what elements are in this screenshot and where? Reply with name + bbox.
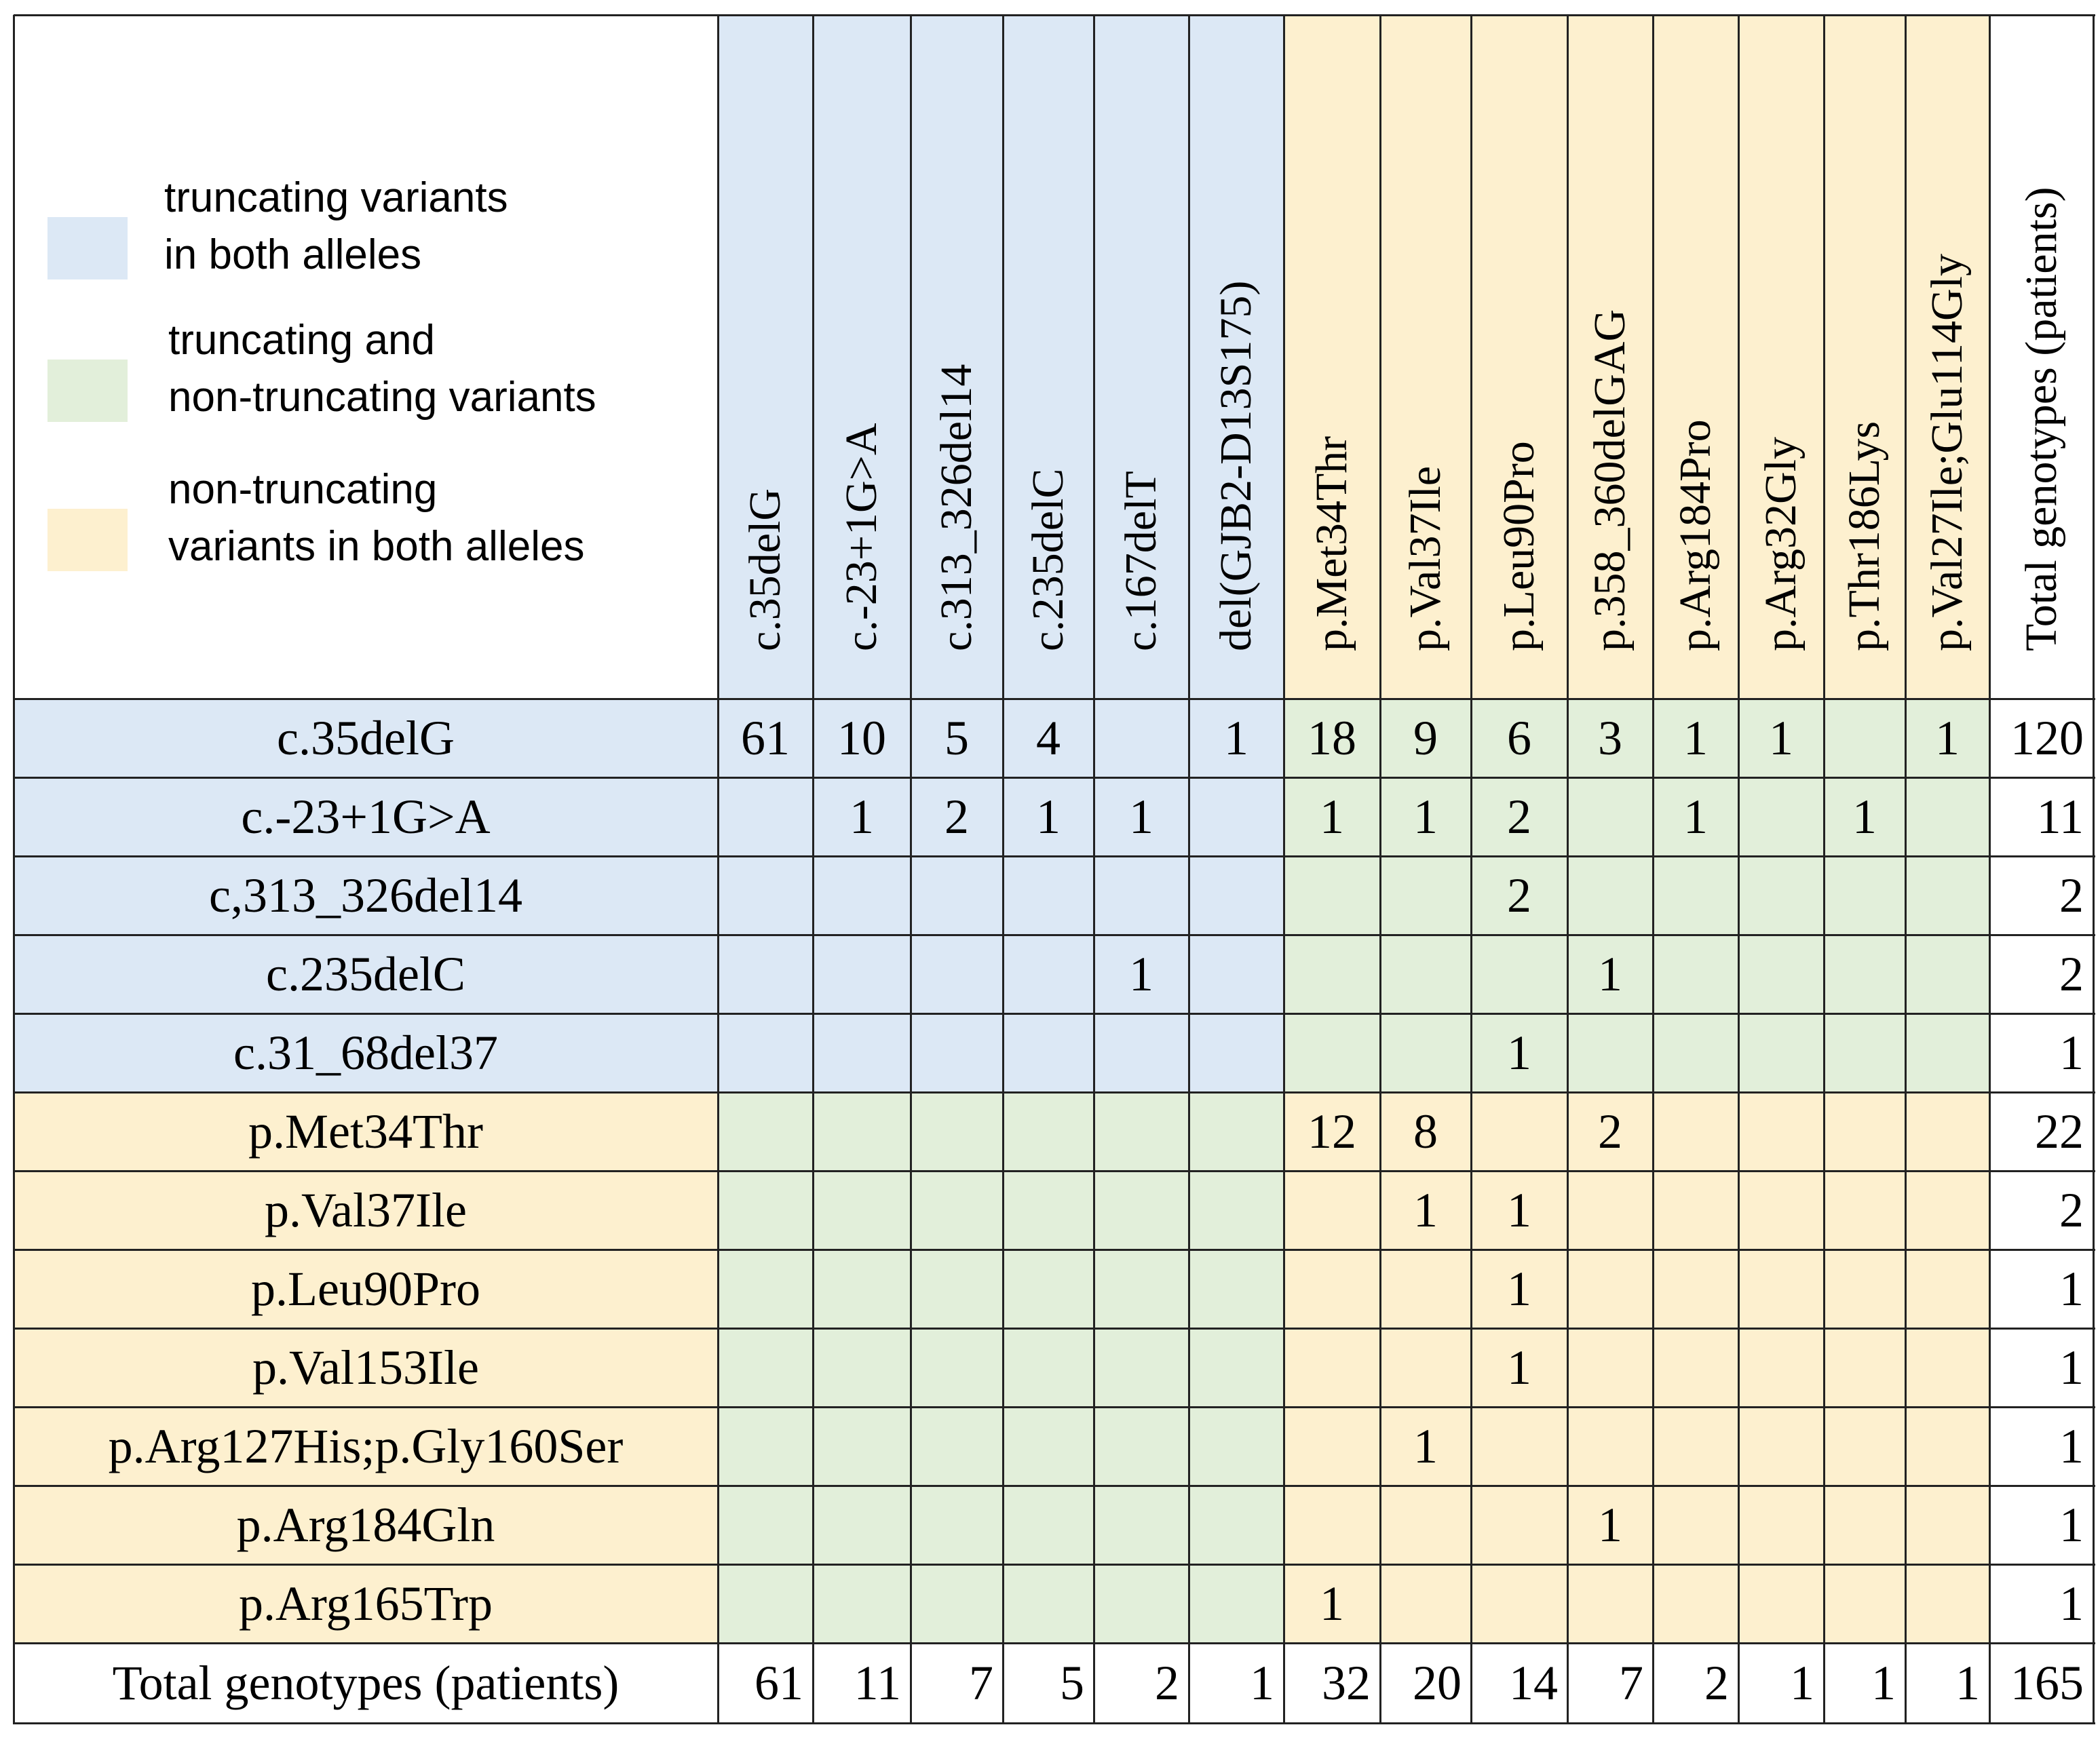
matrix-cell-bg xyxy=(1905,856,1989,935)
matrix-value: 6 xyxy=(1507,711,1531,765)
matrix-cell-bg xyxy=(718,1171,813,1250)
matrix-cell-bg xyxy=(1738,1486,1824,1564)
matrix-value: 1 xyxy=(1935,711,1960,765)
matrix-value: 2 xyxy=(1507,868,1531,923)
matrix-cell-bg xyxy=(1567,1013,1653,1092)
legend-label-line1: non-truncating xyxy=(168,466,438,513)
row-label: p.Val37Ile xyxy=(265,1183,467,1237)
matrix-cell-bg xyxy=(1189,1328,1284,1407)
column-header-text: p.Met34Thr xyxy=(1307,436,1356,651)
matrix-cell-bg xyxy=(1471,1486,1567,1564)
matrix-cell-bg xyxy=(1738,1564,1824,1643)
total-column-header-text: Total genotypes (patients) xyxy=(2016,187,2066,651)
matrix-cell-bg xyxy=(1471,1407,1567,1486)
matrix-cell-bg xyxy=(1284,1171,1380,1250)
column-header-text: p.Leu90Pro xyxy=(1494,441,1544,651)
matrix-cell-bg xyxy=(718,1564,813,1643)
column-header xyxy=(1003,15,1094,699)
matrix-value: 1 xyxy=(1683,790,1708,844)
matrix-cell-bg xyxy=(1471,935,1567,1013)
row-total-value: 1 xyxy=(2059,1026,2084,1080)
row-total-value: 1 xyxy=(2059,1262,2084,1316)
matrix-cell-bg xyxy=(813,1564,911,1643)
column-total-value: 2 xyxy=(1704,1656,1729,1710)
legend-label xyxy=(168,312,596,425)
matrix-cell-bg xyxy=(1284,856,1380,935)
matrix-cell-bg xyxy=(1094,1486,1189,1564)
grand-total-value: 165 xyxy=(2010,1656,2084,1710)
matrix-cell-bg xyxy=(1905,1407,1989,1486)
matrix-cell-bg xyxy=(1905,1564,1989,1643)
row-label: p.Val153Ile xyxy=(252,1340,479,1395)
matrix-cell-bg xyxy=(1653,1171,1738,1250)
matrix-cell-bg xyxy=(1189,1486,1284,1564)
row-label: p.Arg165Trp xyxy=(238,1576,493,1631)
matrix-value: 1 xyxy=(1507,1183,1531,1237)
legend-label-line1: truncating and xyxy=(168,317,435,364)
matrix-cell-bg xyxy=(1738,856,1824,935)
matrix-cell-bg xyxy=(1567,1328,1653,1407)
matrix-cell-bg xyxy=(1824,1564,1905,1643)
column-total-value: 7 xyxy=(969,1656,993,1710)
row-total-value: 2 xyxy=(2059,868,2084,923)
matrix-cell-bg xyxy=(911,1171,1003,1250)
totals-row-label: Total genotypes (patients) xyxy=(112,1656,619,1710)
matrix-value: 1 xyxy=(1598,1498,1622,1552)
matrix-cell-bg xyxy=(1824,1486,1905,1564)
matrix-cell-bg xyxy=(1824,1407,1905,1486)
matrix-cell-bg xyxy=(1824,856,1905,935)
matrix-cell-bg xyxy=(1380,1486,1471,1564)
matrix-cell-bg xyxy=(1284,1013,1380,1092)
matrix-cell-bg xyxy=(1003,935,1094,1013)
matrix-value: 1 xyxy=(1036,790,1061,844)
matrix-cell-bg xyxy=(1905,935,1989,1013)
column-header-text: c.35delG xyxy=(740,488,790,651)
matrix-value: 1 xyxy=(849,790,874,844)
column-total-value: 32 xyxy=(1322,1656,1371,1710)
matrix-cell-bg xyxy=(1824,1013,1905,1092)
matrix-cell-bg xyxy=(1653,1407,1738,1486)
matrix-cell-bg xyxy=(1824,1250,1905,1328)
matrix-value: 1 xyxy=(1413,1183,1438,1237)
column-header xyxy=(1824,15,1905,699)
matrix-cell-bg xyxy=(813,1486,911,1564)
matrix-cell-bg xyxy=(911,1250,1003,1328)
matrix-cell-bg xyxy=(1189,856,1284,935)
matrix-cell-bg xyxy=(1003,1171,1094,1250)
matrix-value: 1 xyxy=(1598,947,1622,1001)
column-total-value: 5 xyxy=(1060,1656,1084,1710)
matrix-value: 2 xyxy=(1598,1104,1622,1159)
matrix-cell-bg xyxy=(1380,935,1471,1013)
column-total-value: 11 xyxy=(854,1656,901,1710)
matrix-cell-bg xyxy=(1094,1171,1189,1250)
matrix-cell-bg xyxy=(1905,1092,1989,1171)
matrix-cell-bg xyxy=(1003,1407,1094,1486)
column-header xyxy=(911,15,1003,699)
matrix-cell-bg xyxy=(1189,1564,1284,1643)
matrix-cell-bg xyxy=(1003,1564,1094,1643)
matrix-value: 1 xyxy=(1507,1262,1531,1316)
matrix-cell-bg xyxy=(1738,935,1824,1013)
matrix-cell-bg xyxy=(911,1013,1003,1092)
row-total-value: 1 xyxy=(2059,1419,2084,1473)
matrix-cell-bg xyxy=(1567,1250,1653,1328)
row-label: p.Arg184Gln xyxy=(236,1498,495,1552)
row-label: c.31_68del37 xyxy=(233,1026,498,1080)
column-header-text: c.235delC xyxy=(1023,468,1073,651)
column-header xyxy=(1189,15,1284,699)
column-total-value: 1 xyxy=(1790,1656,1814,1710)
column-header xyxy=(1380,15,1471,699)
matrix-cell-bg xyxy=(1284,1250,1380,1328)
matrix-cell-bg xyxy=(1905,1250,1989,1328)
matrix-cell-bg xyxy=(813,935,911,1013)
matrix-cell-bg xyxy=(1653,856,1738,935)
matrix-cell-bg xyxy=(813,1092,911,1171)
row-label: p.Leu90Pro xyxy=(251,1262,480,1316)
column-header-text: del(GJB2-D13S175) xyxy=(1211,280,1261,651)
matrix-cell-bg xyxy=(1094,1328,1189,1407)
matrix-cell-bg xyxy=(911,856,1003,935)
matrix-cell-bg xyxy=(1094,1250,1189,1328)
column-total-value: 14 xyxy=(1509,1656,1558,1710)
matrix-cell-bg xyxy=(1905,1013,1989,1092)
matrix-cell-bg xyxy=(1471,1092,1567,1171)
matrix-cell-bg xyxy=(1824,1328,1905,1407)
matrix-cell-bg xyxy=(1824,1092,1905,1171)
matrix-cell-bg xyxy=(1905,777,1989,856)
matrix-cell-bg xyxy=(718,1092,813,1171)
column-total-value: 61 xyxy=(755,1656,803,1710)
matrix-value: 10 xyxy=(837,711,886,765)
matrix-value: 1 xyxy=(1129,947,1153,1001)
column-header-text: p.Arg32Gly xyxy=(1756,437,1806,651)
matrix-cell-bg xyxy=(1003,1486,1094,1564)
matrix-cell-bg xyxy=(813,1328,911,1407)
row-total-value: 1 xyxy=(2059,1576,2084,1631)
matrix-cell-bg xyxy=(1189,1171,1284,1250)
column-header xyxy=(1094,15,1189,699)
column-header-text: p.Thr186Lys xyxy=(1839,421,1889,651)
matrix-cell-bg xyxy=(1567,1564,1653,1643)
legend-swatch-green xyxy=(47,360,128,422)
matrix-cell-bg xyxy=(1905,1328,1989,1407)
matrix-cell-bg xyxy=(1003,1092,1094,1171)
matrix-value: 5 xyxy=(944,711,969,765)
matrix-cell-bg xyxy=(1189,777,1284,856)
column-header xyxy=(1738,15,1824,699)
matrix-cell-bg xyxy=(911,1092,1003,1171)
matrix-cell-bg xyxy=(1189,1407,1284,1486)
column-header-text: p.358_360delGAG xyxy=(1585,309,1635,651)
matrix-cell-bg xyxy=(1003,1013,1094,1092)
row-total-value: 1 xyxy=(2059,1340,2084,1395)
matrix-cell-bg xyxy=(1653,1486,1738,1564)
matrix-cell-bg xyxy=(813,856,911,935)
legend-label-line2: variants in both alleles xyxy=(168,522,585,570)
column-header-text: c.167delT xyxy=(1116,471,1166,651)
matrix-cell-bg xyxy=(1189,935,1284,1013)
matrix-value: 12 xyxy=(1307,1104,1356,1159)
column-header xyxy=(718,15,813,699)
matrix-cell-bg xyxy=(911,1407,1003,1486)
matrix-cell-bg xyxy=(813,1407,911,1486)
matrix-cell-bg xyxy=(1380,1013,1471,1092)
matrix-cell-bg xyxy=(718,1013,813,1092)
row-label: p.Arg127His;p.Gly160Ser xyxy=(108,1419,624,1473)
matrix-cell-bg xyxy=(1738,1092,1824,1171)
matrix-value: 1 xyxy=(1852,790,1877,844)
matrix-cell-bg xyxy=(1653,935,1738,1013)
legend-label xyxy=(164,170,508,283)
matrix-cell-bg xyxy=(1003,1250,1094,1328)
matrix-cell-bg xyxy=(1738,1250,1824,1328)
row-total-value: 2 xyxy=(2059,947,2084,1001)
matrix-cell-bg xyxy=(1653,1092,1738,1171)
legend-swatch-blue xyxy=(47,217,128,279)
matrix-cell-bg xyxy=(911,1486,1003,1564)
matrix-cell-bg xyxy=(718,1250,813,1328)
matrix-cell-bg xyxy=(1189,1250,1284,1328)
matrix-cell-bg xyxy=(1905,1486,1989,1564)
matrix-cell-bg xyxy=(718,1328,813,1407)
matrix-cell-bg xyxy=(1738,1171,1824,1250)
matrix-cell-bg xyxy=(1738,1013,1824,1092)
matrix-cell-bg xyxy=(1284,1407,1380,1486)
matrix-value: 1 xyxy=(1769,711,1793,765)
matrix-cell-bg xyxy=(718,1407,813,1486)
column-header xyxy=(1471,15,1567,699)
matrix-cell-bg xyxy=(1905,1171,1989,1250)
row-label: c.-23+1G>A xyxy=(241,790,491,844)
matrix-cell-bg xyxy=(1284,935,1380,1013)
matrix-cell-bg xyxy=(1567,856,1653,935)
total-column-header xyxy=(1989,15,2093,699)
column-header-text: p.Val37Ile xyxy=(1400,465,1450,651)
legend-label-line2: in both alleles xyxy=(164,231,422,278)
matrix-value: 1 xyxy=(1224,711,1248,765)
matrix-cell-bg xyxy=(1380,856,1471,935)
matrix-cell-bg xyxy=(1284,1486,1380,1564)
matrix-cell-bg xyxy=(718,935,813,1013)
column-total-value: 7 xyxy=(1619,1656,1643,1710)
matrix-value: 1 xyxy=(1507,1340,1531,1395)
matrix-cell-bg xyxy=(1738,1328,1824,1407)
matrix-cell-bg xyxy=(1189,1092,1284,1171)
matrix-value: 1 xyxy=(1320,790,1344,844)
matrix-cell-bg xyxy=(718,1486,813,1564)
row-total-value: 22 xyxy=(2035,1104,2084,1159)
matrix-cell-bg xyxy=(718,856,813,935)
matrix-cell-bg xyxy=(1567,777,1653,856)
row-label: p.Met34Thr xyxy=(248,1104,483,1159)
column-header xyxy=(1905,15,1989,699)
matrix-cell-bg xyxy=(1284,1328,1380,1407)
column-total-value: 1 xyxy=(1955,1656,1980,1710)
matrix-cell-bg xyxy=(813,1013,911,1092)
row-label: c.235delC xyxy=(266,947,465,1001)
column-header-text: c.-23+1G>A xyxy=(837,423,886,651)
legend-label xyxy=(168,461,584,575)
matrix-cell-bg xyxy=(1094,1564,1189,1643)
matrix-cell-bg xyxy=(1003,1328,1094,1407)
matrix-cell-bg xyxy=(911,1328,1003,1407)
column-header xyxy=(1567,15,1653,699)
matrix-value: 1 xyxy=(1413,1419,1438,1473)
matrix-cell-bg xyxy=(1567,1407,1653,1486)
matrix-cell-bg xyxy=(1471,1564,1567,1643)
column-header-text: p.Val27Ile;Glu114Gly xyxy=(1922,254,1972,651)
matrix-cell-bg xyxy=(1824,935,1905,1013)
matrix-value: 1 xyxy=(1320,1576,1344,1631)
matrix-value: 8 xyxy=(1413,1104,1438,1159)
matrix-value: 2 xyxy=(944,790,969,844)
matrix-cell-bg xyxy=(813,1171,911,1250)
matrix-cell-bg xyxy=(813,1250,911,1328)
matrix-cell-bg xyxy=(1094,1092,1189,1171)
matrix-cell-bg xyxy=(1738,777,1824,856)
row-total-value: 1 xyxy=(2059,1498,2084,1552)
matrix-cell-bg xyxy=(1738,1407,1824,1486)
matrix-value: 4 xyxy=(1036,711,1061,765)
column-header xyxy=(813,15,911,699)
matrix-value: 1 xyxy=(1507,1026,1531,1080)
matrix-cell-bg xyxy=(911,935,1003,1013)
matrix-value: 3 xyxy=(1598,711,1622,765)
matrix-cell-bg xyxy=(1380,1250,1471,1328)
row-total-value: 11 xyxy=(2036,790,2084,844)
matrix-cell-bg xyxy=(1653,1250,1738,1328)
matrix-cell-bg xyxy=(1094,1407,1189,1486)
row-label: c.35delG xyxy=(277,711,455,765)
matrix-cell-bg xyxy=(1824,699,1905,777)
matrix-cell-bg xyxy=(1653,1328,1738,1407)
matrix-cell-bg xyxy=(1824,1171,1905,1250)
legend-swatch-yellow xyxy=(47,509,128,571)
matrix-cell-bg xyxy=(1653,1564,1738,1643)
matrix-value: 61 xyxy=(741,711,790,765)
column-total-value: 2 xyxy=(1155,1656,1179,1710)
matrix-value: 1 xyxy=(1129,790,1153,844)
column-header-text: p.Arg184Pro xyxy=(1671,419,1720,651)
row-total-value: 2 xyxy=(2059,1183,2084,1237)
column-header xyxy=(1653,15,1738,699)
column-total-value: 1 xyxy=(1871,1656,1896,1710)
matrix-cell-bg xyxy=(1380,1328,1471,1407)
column-total-value: 1 xyxy=(1250,1656,1274,1710)
matrix-value: 1 xyxy=(1683,711,1708,765)
matrix-value: 9 xyxy=(1413,711,1438,765)
column-header xyxy=(1284,15,1380,699)
column-header-text: c.313_326del14 xyxy=(932,364,981,651)
matrix-cell-bg xyxy=(1094,1013,1189,1092)
column-total-value: 20 xyxy=(1413,1656,1462,1710)
matrix-cell-bg xyxy=(1380,1564,1471,1643)
matrix-cell-bg xyxy=(1003,856,1094,935)
matrix-value: 18 xyxy=(1307,711,1356,765)
legend-label-line1: truncating variants xyxy=(164,174,508,221)
matrix-cell-bg xyxy=(718,777,813,856)
legend-label-line2: non-truncating variants xyxy=(168,373,596,421)
matrix-value: 1 xyxy=(1413,790,1438,844)
matrix-cell-bg xyxy=(1567,1171,1653,1250)
matrix-cell-bg xyxy=(1653,1013,1738,1092)
row-label: c,313_326del14 xyxy=(209,868,522,923)
row-total-value: 120 xyxy=(2010,711,2084,765)
matrix-cell-bg xyxy=(1189,1013,1284,1092)
matrix-cell-bg xyxy=(911,1564,1003,1643)
matrix-value: 2 xyxy=(1507,790,1531,844)
matrix-cell-bg xyxy=(1094,699,1189,777)
matrix-cell-bg xyxy=(1094,856,1189,935)
